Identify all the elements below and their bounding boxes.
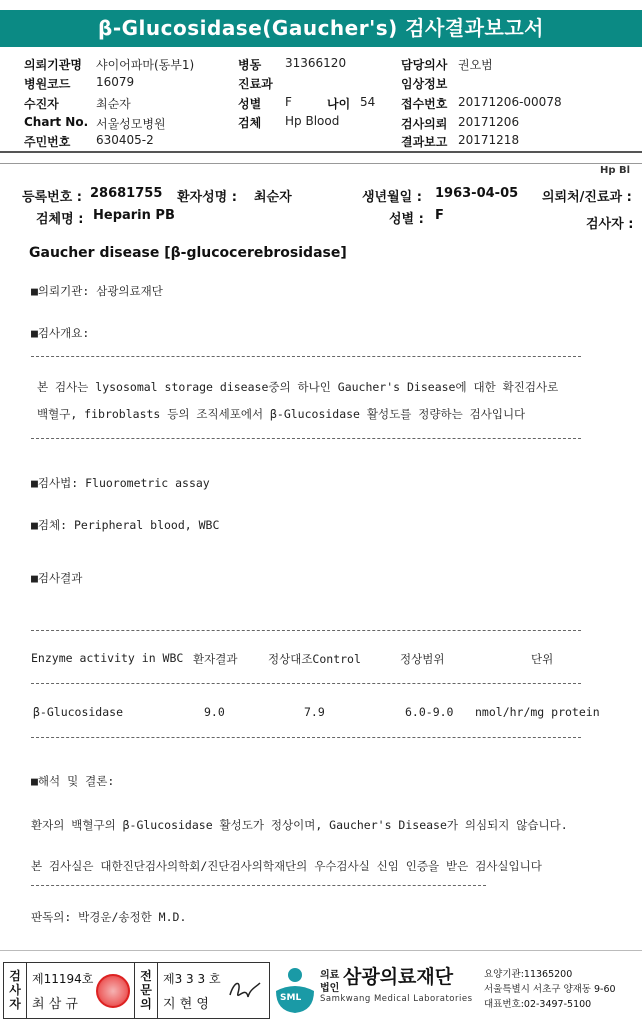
seal-stamp-icon <box>96 974 130 1008</box>
patient-name-value: 최순자 <box>254 190 292 205</box>
reg-no-label: 등록번호 : <box>22 190 82 205</box>
ward-value: 31366120 <box>285 56 347 70</box>
org-prefix-top: 의료 <box>320 970 340 981</box>
table-header-cell: 정상범위 <box>400 652 445 666</box>
dept-label: 의뢰처/진료과 : <box>542 190 632 205</box>
method-line: ■검사법: Fluorometric assay <box>31 476 210 490</box>
department-label: 진료과 <box>238 77 273 91</box>
clinical-info-label: 임상정보 <box>401 77 448 91</box>
org-english-name: Samkwang Medical Laboratories <box>320 994 473 1004</box>
chart-no-label: Chart No. <box>24 115 89 129</box>
dob-label: 생년월일 : <box>362 190 422 205</box>
signature-box <box>3 962 270 1019</box>
table-header-cell: Enzyme activity in WBC <box>31 651 184 665</box>
section-title: Gaucher disease [β-glucocerebrosidase] <box>29 245 347 261</box>
age-label: 나이 <box>327 97 351 111</box>
org-name: 삼광의료재단 <box>343 966 454 988</box>
table-cell-control: 7.9 <box>304 705 325 719</box>
dashed-divider <box>31 737 581 738</box>
reviewer-line: 판독의: 박경운/송정한 M.D. <box>31 910 187 924</box>
chart-no-value: 서울성모병원 <box>96 117 166 131</box>
hospital-code-label: 병원코드 <box>24 77 71 91</box>
agency-code: 요양기관:11365200 <box>484 969 573 980</box>
examiner-name: 최 삼 규 <box>32 997 78 1012</box>
specimen-value: Hp Blood <box>285 114 340 128</box>
institution-line: ■의뢰기관: 삼광의료재단 <box>31 284 163 298</box>
ward-label: 병동 <box>238 58 262 72</box>
table-header-cell: 환자결과 <box>193 652 238 666</box>
specialist-vert-cell <box>135 963 158 1018</box>
examinee-value: 최순자 <box>96 97 131 111</box>
hospital-name-label: 의뢰기관명 <box>24 58 82 72</box>
specimen-name-value: Heparin PB <box>93 208 175 223</box>
overview-heading: ■검사개요: <box>31 326 90 340</box>
examiner-label: 검사자 : <box>586 217 634 232</box>
report-date-label: 결과보고 <box>401 135 448 149</box>
specialist-license-no: 제3 3 3 호 <box>163 972 221 986</box>
dashed-divider <box>31 356 581 357</box>
reg-no-value: 28681755 <box>90 186 163 201</box>
patient-sex-label: 성별 : <box>389 212 424 227</box>
examiner-vert-cell <box>4 963 27 1018</box>
receipt-no-label: 접수번호 <box>401 97 448 111</box>
receipt-no-value: 20171206-00078 <box>458 95 562 109</box>
result-heading: ■검사결과 <box>31 571 83 585</box>
patient-name-label: 환자성명 : <box>177 190 237 205</box>
examinee-label: 수진자 <box>24 97 59 111</box>
overview-line-1: 본 검사는 lysosomal storage disease중의 하나인 Gaucher's Disease에 대한 확진검사로 <box>37 380 559 394</box>
table-cell-enzyme: β-Glucosidase <box>33 705 124 719</box>
interp-heading: ■해석 및 결론: <box>31 774 115 788</box>
resident-no-label: 주민번호 <box>24 135 71 149</box>
table-cell-range: 6.0-9.0 <box>405 705 454 719</box>
dob-value: 1963-04-05 <box>435 186 519 201</box>
patient-sex-value: F <box>435 208 444 223</box>
hospital-name-value: 샤이어파마(동부1) <box>96 58 195 72</box>
interp-line: 환자의 백혈구의 β-Glucosidase 활성도가 정상이며, Gaucher's Disease가 의심되지 않습니다. <box>31 818 568 832</box>
resident-no-value: 630405-2 <box>96 133 154 147</box>
clipped-specimen-text: Hp Bl <box>600 165 631 176</box>
specimen-label: 검체 <box>238 116 262 130</box>
specimen-line: ■검체: Peripheral blood, WBC <box>31 518 220 532</box>
signature-icon <box>226 975 264 1005</box>
dashed-divider <box>31 630 581 631</box>
footer-divider <box>0 950 642 951</box>
sex-label: 성별 <box>238 97 262 111</box>
phone: 대표번호:02-3497-5100 <box>484 999 592 1010</box>
sex-value: F <box>285 95 292 109</box>
table-header-cell: 단위 <box>531 652 554 666</box>
overview-line-2: 백혈구, fibroblasts 등의 조직세포에서 β-Glucosidase 활성도를 정량하는 검사입니다 <box>37 407 526 421</box>
table-cell-patient-result: 9.0 <box>204 705 225 719</box>
table-cell-unit: nmol/hr/mg protein <box>475 705 600 719</box>
sml-logo-icon <box>272 965 318 1015</box>
header-divider <box>0 151 642 153</box>
doctor-label: 담당의사 <box>401 58 448 72</box>
dashed-divider <box>31 885 486 886</box>
doctor-value: 권오범 <box>458 58 493 72</box>
dashed-divider <box>31 683 581 684</box>
request-date-label: 검사의뢰 <box>401 117 448 131</box>
org-prefix-bottom: 법인 <box>320 983 340 994</box>
request-date-value: 20171206 <box>458 115 520 129</box>
specimen-name-label: 검체명 : <box>36 212 84 227</box>
specialist-vert-label: 전문의 <box>140 969 152 1011</box>
dashed-divider <box>31 438 581 439</box>
logo-text: SML <box>280 993 302 1003</box>
examiner-license-no: 제11194호 <box>32 972 94 986</box>
page-break-line <box>0 163 642 164</box>
examiner-vert-label: 검사자 <box>9 969 21 1011</box>
age-value: 54 <box>360 95 376 109</box>
report-title: β-Glucosidase(Gaucher's) 검사결과보고서 <box>0 10 642 47</box>
report-date-value: 20171218 <box>458 133 520 147</box>
table-header-cell: 정상대조Control <box>268 652 361 666</box>
hospital-code-value: 16079 <box>96 75 135 89</box>
cert-line: 본 검사실은 대한진단검사의학회/진단검사의학재단의 우수검사실 신임 인증을 받은 검사실입니다 <box>31 859 542 873</box>
address: 서울특별시 서초구 양재동 9-60 <box>484 984 616 995</box>
specialist-name: 지 현 영 <box>163 997 209 1012</box>
